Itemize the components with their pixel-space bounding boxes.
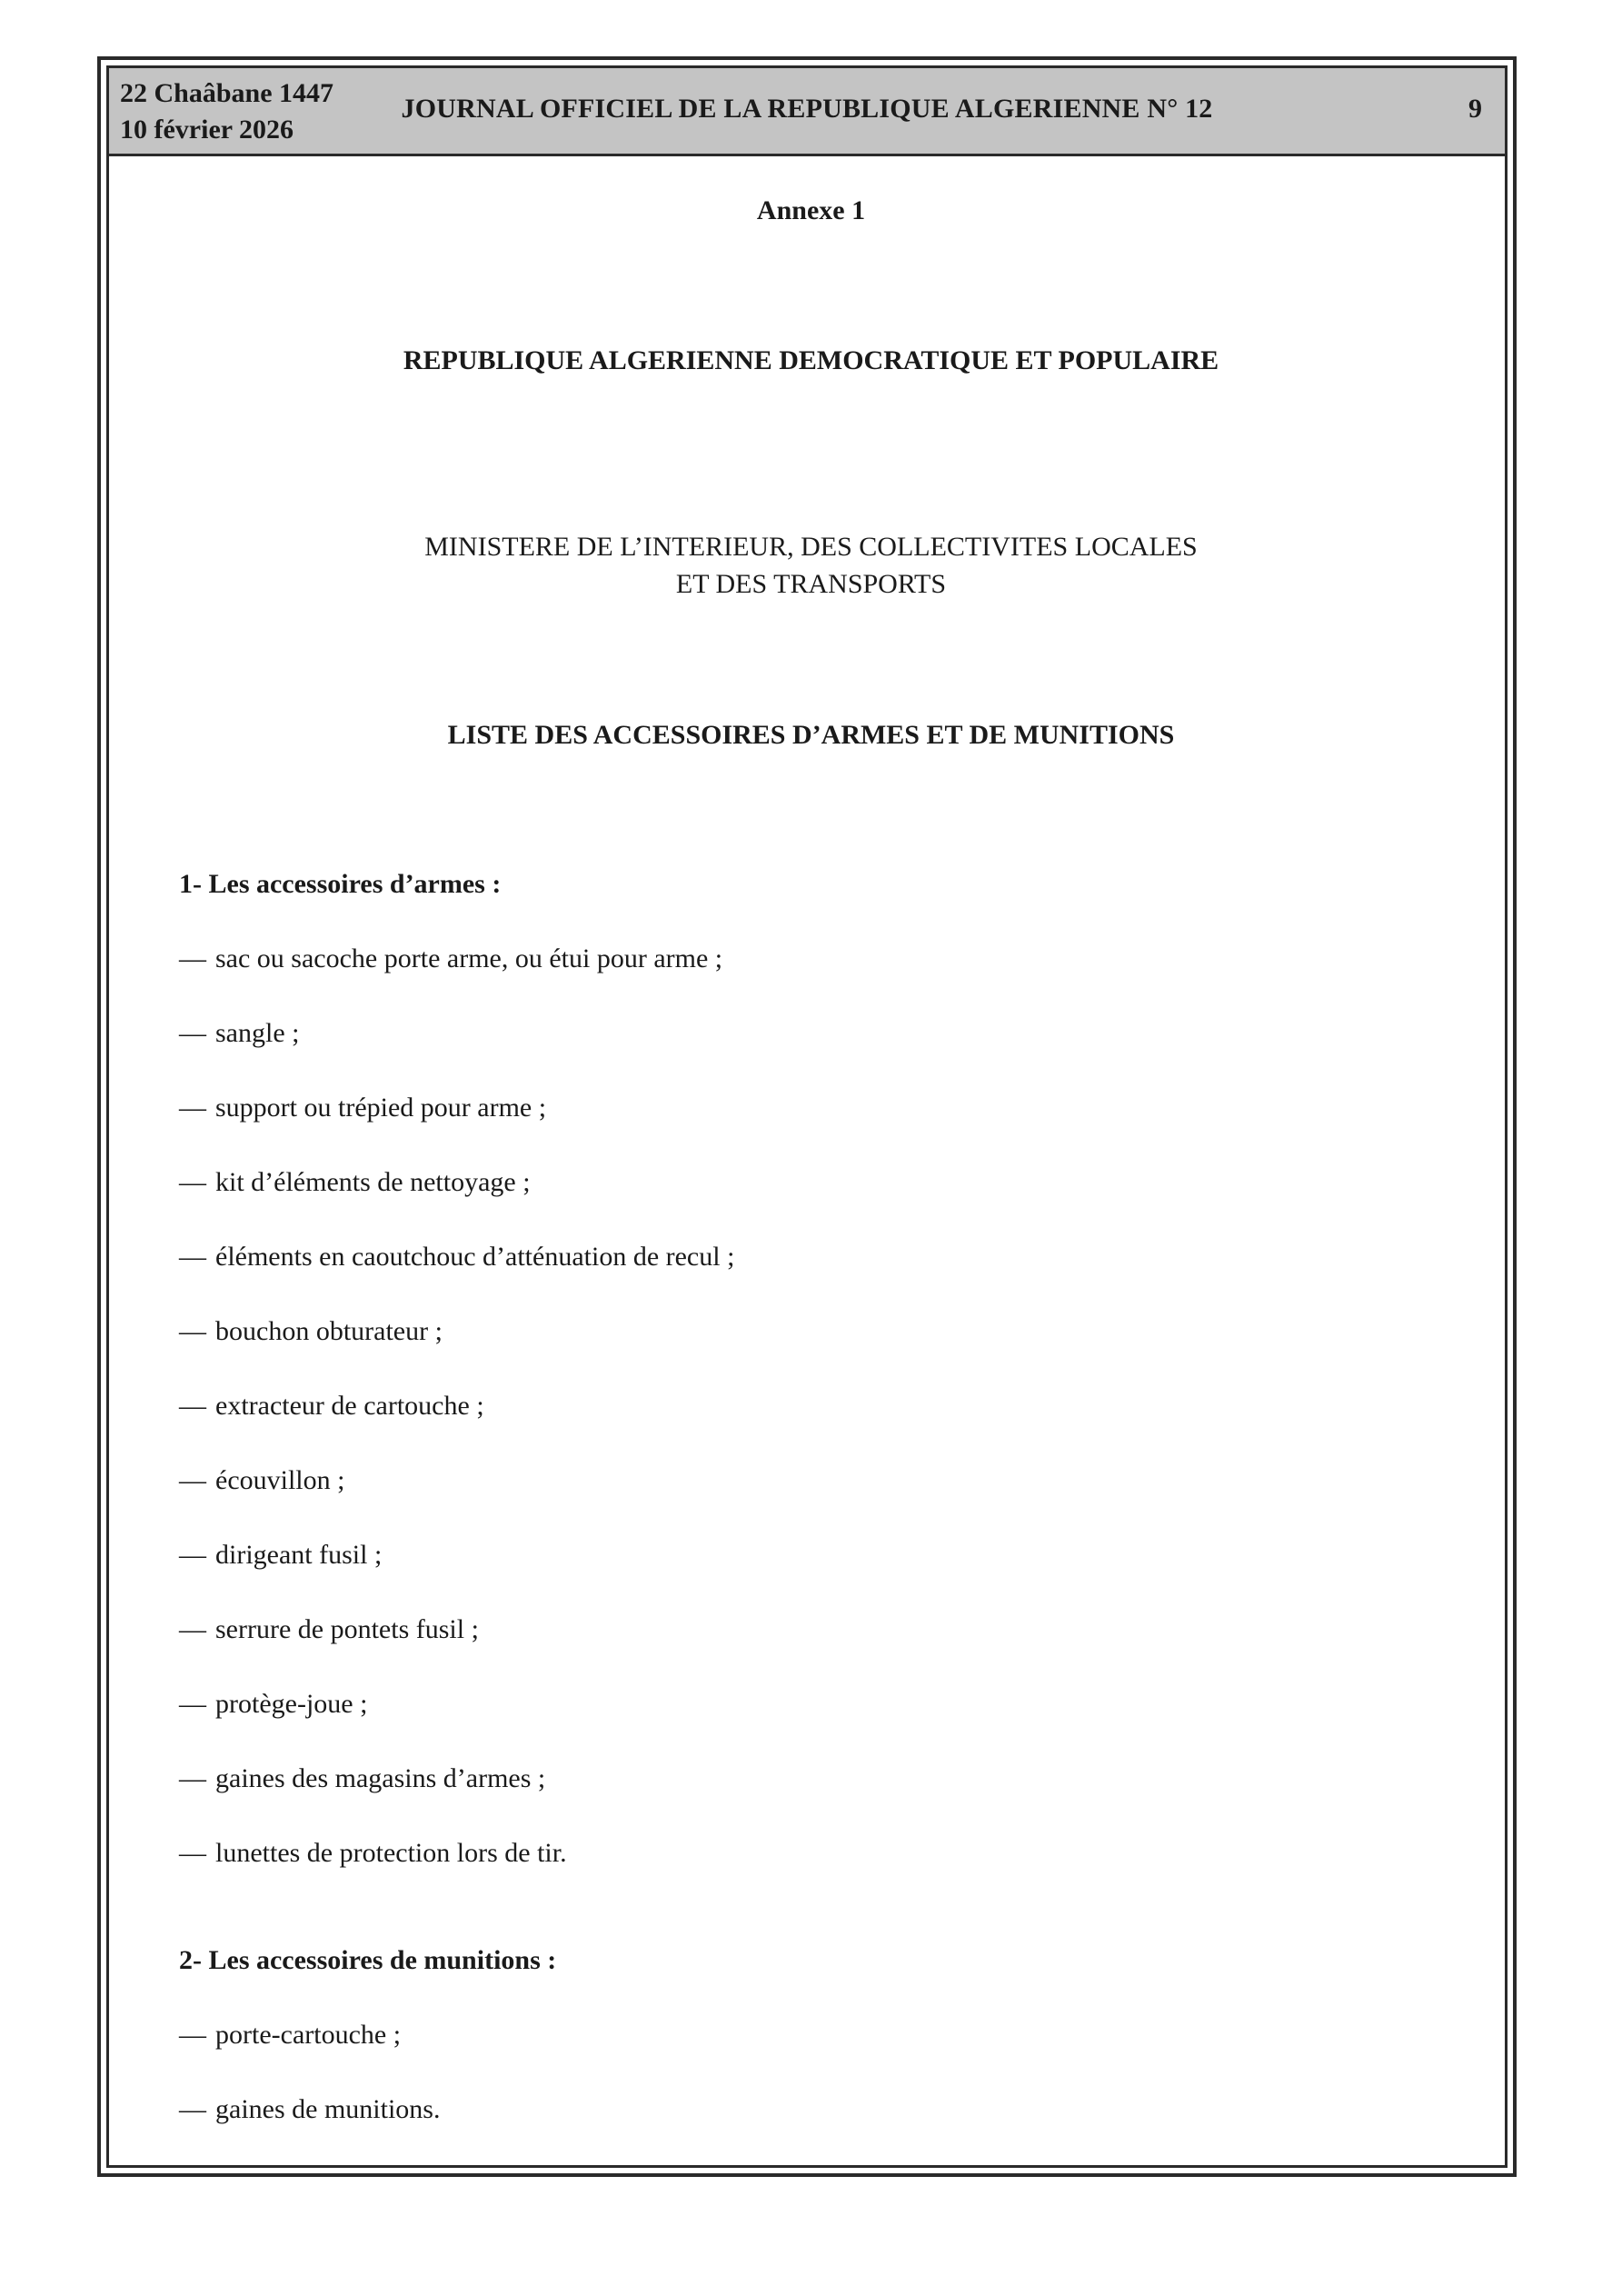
journal-title: JOURNAL OFFICIEL DE LA REPUBLIQUE ALGERIENNE N° 12 [401,94,1213,124]
header-date-gregorian: 10 février 2026 [120,115,294,145]
list-item: — bouchon obturateur ; [179,1316,443,1346]
republic-title: REPUBLIQUE ALGERIENNE DEMOCRATIQUE ET POPULAIRE [403,345,1219,375]
list-item: — kit d’éléments de nettoyage ; [179,1167,531,1197]
list-title: LISTE DES ACCESSOIRES D’ARMES ET DE MUNITIONS [447,720,1175,750]
list-item: — gaines de munitions. [179,2094,441,2124]
dash: — [179,1316,206,1346]
ministry-line-1: MINISTERE DE L’INTERIEUR, DES COLLECTIVITES LOCALES [424,532,1198,562]
dash: — [179,2020,206,2050]
dash: — [179,1614,206,1644]
dash: — [179,1391,206,1421]
dash: — [179,2094,206,2124]
annex-title: Annexe 1 [756,195,866,225]
section-1-heading: 1- Les accessoires d’armes : [179,869,502,899]
ministry-line-2: ET DES TRANSPORTS [675,569,947,599]
dash: — [179,1093,206,1123]
list-item: — dirigeant fusil ; [179,1540,383,1570]
list-item: — sac ou sacoche porte arme, ou étui pour arme ; [179,943,723,973]
dash: — [179,1689,206,1719]
list-item: — sangle ; [179,1018,300,1048]
list-item: — support ou trépied pour arme ; [179,1093,547,1123]
dash: — [179,1167,206,1197]
list-item: — éléments en caoutchouc d’atténuation de recul ; [179,1242,735,1272]
list-item: — serrure de pontets fusil ; [179,1614,479,1644]
page-number: 9 [1468,94,1482,124]
dash: — [179,1465,206,1495]
list-item: — extracteur de cartouche ; [179,1391,484,1421]
list-item: — écouvillon ; [179,1465,345,1495]
dash: — [179,1242,206,1272]
dash: — [179,1838,206,1868]
header-date-hijri: 22 Chaâbane 1447 [120,78,334,108]
list-item: — lunettes de protection lors de tir. [179,1838,567,1868]
list-item: — porte-cartouche ; [179,2020,402,2050]
list-item: — gaines des magasins d’armes ; [179,1763,546,1793]
journal-header [109,68,1505,156]
section-2-heading: 2- Les accessoires de munitions : [179,1945,557,1975]
list-item: — protège-joue ; [179,1689,368,1719]
dash: — [179,1540,206,1570]
dash: — [179,943,206,973]
dash: — [179,1018,206,1048]
dash: — [179,1763,206,1793]
